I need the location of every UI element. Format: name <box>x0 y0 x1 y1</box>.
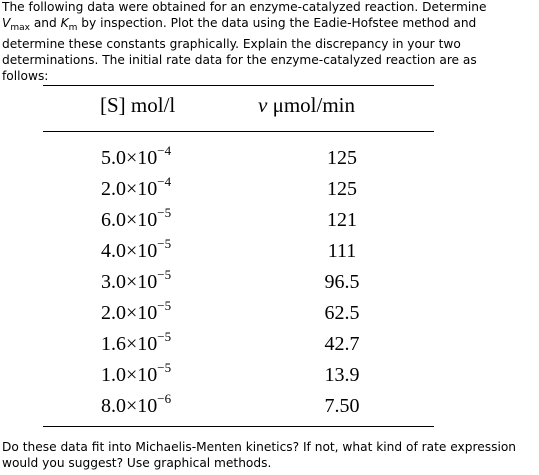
table-row <box>0 174 539 205</box>
table-row <box>0 360 539 391</box>
table-row <box>0 205 539 236</box>
rate-cell: 121 <box>327 209 357 231</box>
rate-cell: 62.5 <box>324 302 360 324</box>
substrate-mantissa: 2.0×10 <box>101 178 158 200</box>
vmax-symbol: V <box>2 15 11 30</box>
substrate-cell <box>101 329 171 361</box>
table-row <box>0 329 539 360</box>
substrate-cell <box>101 391 171 423</box>
substrate-mantissa: 1.6×10 <box>101 333 158 355</box>
substrate-cell <box>101 298 171 330</box>
header-substrate-concentration: [S] mol/l <box>100 93 176 117</box>
rate-cell: 111 <box>327 240 357 262</box>
substrate-mantissa: 5.0×10 <box>101 147 158 169</box>
substrate-mantissa: 1.0×10 <box>101 364 158 386</box>
intro-line-2-tail: by inspection. Plot the data using the Eadie-Hofstee method and <box>77 15 477 30</box>
substrate-cell <box>101 143 171 175</box>
substrate-cell <box>101 267 171 299</box>
rate-cell: 7.50 <box>324 395 360 417</box>
intro-line-5: follows: <box>2 68 49 83</box>
rate-cell: 42.7 <box>324 333 360 355</box>
substrate-exponent: −4 <box>157 174 172 189</box>
intro-line-2-mid: and <box>29 15 61 30</box>
km-subscript: m <box>68 22 78 33</box>
substrate-exponent: −5 <box>157 236 172 251</box>
substrate-cell <box>101 360 171 392</box>
table-row <box>0 236 539 267</box>
intro-line-4: determinations. The initial rate data for the enzyme-catalyzed reaction are as <box>2 52 477 67</box>
substrate-exponent: −4 <box>157 143 172 158</box>
rate-cell: 13.9 <box>324 364 360 386</box>
rate-cell: 125 <box>327 147 357 169</box>
question-line-2: would you suggest? Use graphical methods. <box>2 455 272 470</box>
table-row <box>0 298 539 329</box>
substrate-mantissa: 4.0×10 <box>101 240 158 262</box>
substrate-cell <box>101 205 171 237</box>
table-row <box>0 143 539 174</box>
substrate-cell <box>101 236 171 268</box>
substrate-exponent: −5 <box>157 267 172 282</box>
table-bottom-rule <box>43 426 434 427</box>
header-rate <box>258 90 355 120</box>
substrate-exponent: −5 <box>157 298 172 313</box>
substrate-exponent: −5 <box>157 205 172 220</box>
intro-line-3: determine these constants graphically. Explain the discrepancy in your two <box>2 36 461 51</box>
substrate-mantissa: 2.0×10 <box>101 302 158 324</box>
table-header-rule <box>43 131 434 132</box>
substrate-exponent: −6 <box>157 391 172 406</box>
rate-cell: 125 <box>327 178 357 200</box>
header-rate-symbol: v <box>258 93 268 117</box>
substrate-mantissa: 6.0×10 <box>101 209 158 231</box>
table-row <box>0 267 539 298</box>
table-top-rule <box>43 85 434 86</box>
substrate-exponent: −5 <box>157 329 172 344</box>
rate-cell: 96.5 <box>324 271 360 293</box>
vmax-subscript: max <box>10 22 30 33</box>
km-symbol: K <box>60 15 69 30</box>
header-rate-unit: μmol/min <box>267 93 356 117</box>
substrate-exponent: −5 <box>157 360 172 375</box>
question-line-1: Do these data fit into Michaelis-Menten kinetics? If not, what kind of rate expression <box>2 440 517 454</box>
substrate-cell <box>101 174 171 206</box>
substrate-mantissa: 8.0×10 <box>101 395 158 417</box>
problem-question <box>2 440 537 472</box>
table-row <box>0 391 539 422</box>
substrate-mantissa: 3.0×10 <box>101 271 158 293</box>
intro-line-1: The following data were obtained for an enzyme-catalyzed reaction. Determine <box>2 0 487 14</box>
